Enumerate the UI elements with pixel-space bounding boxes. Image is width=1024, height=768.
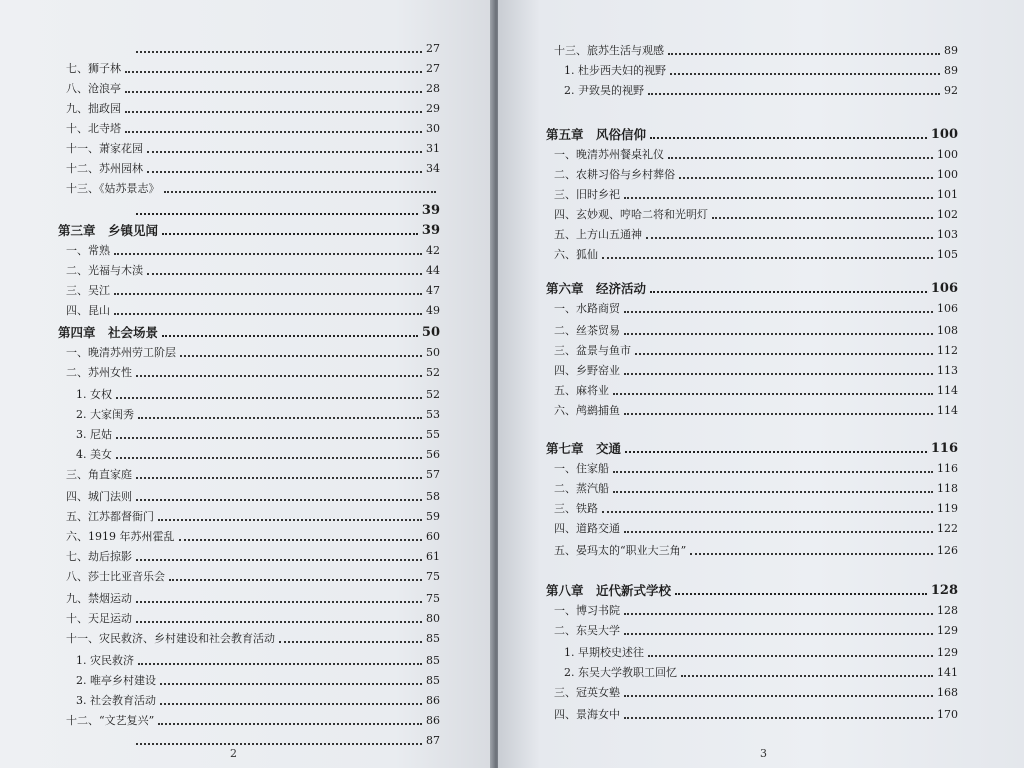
toc-page-number: 27 bbox=[426, 62, 440, 75]
toc-entry-label: 一、水路商贸 bbox=[554, 302, 620, 315]
toc-page-number: 60 bbox=[426, 530, 440, 543]
toc-page-number: 50 bbox=[426, 346, 440, 359]
toc-page-number: 114 bbox=[937, 384, 958, 397]
toc-entry bbox=[564, 78, 958, 98]
toc-entry bbox=[76, 382, 440, 402]
dot-leader bbox=[162, 233, 418, 235]
toc-entry bbox=[76, 688, 440, 708]
dot-leader bbox=[114, 253, 422, 255]
dot-leader bbox=[114, 293, 422, 295]
toc-chapter-entry bbox=[546, 276, 958, 296]
toc-page-number: 119 bbox=[937, 502, 958, 515]
toc-page-number: 52 bbox=[426, 366, 440, 379]
dot-leader bbox=[136, 743, 422, 745]
toc-page-number: 55 bbox=[426, 428, 440, 441]
toc-entry bbox=[66, 708, 440, 728]
dot-leader bbox=[116, 397, 422, 399]
toc-entry-label: 四、玄妙观、哼哈二将和光明灯 bbox=[554, 208, 708, 221]
toc-page-number: 28 bbox=[426, 82, 440, 95]
toc-entry-label: 十、北寺塔 bbox=[66, 122, 121, 135]
toc-page-number: 50 bbox=[421, 325, 440, 340]
toc-entry bbox=[554, 496, 958, 516]
toc-entry bbox=[66, 544, 440, 564]
toc-entry bbox=[554, 702, 958, 722]
dot-leader bbox=[125, 111, 422, 113]
toc-entry bbox=[554, 398, 958, 418]
toc-entry bbox=[554, 318, 958, 338]
toc-page-number: 30 bbox=[426, 122, 440, 135]
toc-entry-label: 五、麻将业 bbox=[554, 384, 609, 397]
dot-leader bbox=[164, 191, 437, 193]
dot-leader bbox=[602, 511, 933, 513]
dot-leader bbox=[648, 93, 940, 95]
toc-page-number: 42 bbox=[426, 244, 440, 257]
toc-entry bbox=[564, 660, 958, 680]
dot-leader bbox=[690, 553, 933, 555]
toc-entry-label: 二、光福与木渎 bbox=[66, 264, 143, 277]
dot-leader bbox=[116, 457, 422, 459]
dot-leader bbox=[613, 471, 933, 473]
dot-leader bbox=[279, 641, 422, 643]
toc-entry bbox=[554, 476, 958, 496]
toc-entry-label: 五、晏玛太的“职业大三角” bbox=[554, 544, 687, 557]
dot-leader bbox=[136, 601, 422, 603]
toc-entry-label: 二、农耕习俗与乡村葬俗 bbox=[554, 168, 675, 181]
toc-entry bbox=[76, 648, 440, 668]
toc-entry-label: 二、丝茶贸易 bbox=[554, 324, 620, 337]
toc-entry-label: 1. 灾民救济 bbox=[76, 654, 134, 667]
dot-leader bbox=[138, 663, 422, 665]
toc-page-number: 86 bbox=[426, 694, 440, 707]
toc-entry bbox=[66, 278, 440, 298]
dot-leader bbox=[116, 437, 422, 439]
dot-leader bbox=[613, 393, 933, 395]
toc-entry-label: 第六章 经济活动 bbox=[546, 281, 647, 296]
dot-leader bbox=[624, 717, 933, 719]
toc-entry-label: 2. 唯亭乡村建设 bbox=[76, 674, 156, 687]
toc-entry bbox=[66, 136, 440, 156]
toc-entry bbox=[564, 640, 958, 660]
toc-page-number: 89 bbox=[944, 64, 958, 77]
toc-entry-label: 四、乡野窑业 bbox=[554, 364, 620, 377]
toc-entry-label: 1. 杜步西夫妇的视野 bbox=[564, 64, 666, 77]
toc-entry-label: 八、沧浪亭 bbox=[66, 82, 121, 95]
right-page-number: 3 bbox=[760, 747, 767, 760]
toc-entry bbox=[66, 96, 440, 116]
toc-entry-label: 七、狮子林 bbox=[66, 62, 121, 75]
toc-entry-label: 4. 美女 bbox=[76, 448, 112, 461]
toc-page-number: 49 bbox=[426, 304, 440, 317]
right-page bbox=[498, 0, 1024, 768]
toc-page-number: 101 bbox=[937, 188, 958, 201]
toc-page-number: 56 bbox=[426, 448, 440, 461]
toc-chapter-entry bbox=[136, 198, 440, 218]
dot-leader bbox=[147, 171, 422, 173]
dot-leader bbox=[624, 311, 933, 313]
dot-leader bbox=[650, 137, 927, 139]
dot-leader bbox=[125, 91, 422, 93]
toc-entry bbox=[66, 462, 440, 482]
toc-entry bbox=[66, 176, 440, 196]
toc-page-number: 168 bbox=[937, 686, 958, 699]
toc-entry-label: 二、苏州女性 bbox=[66, 366, 132, 379]
toc-entry bbox=[66, 504, 440, 524]
toc-entry-label: 三、冠英女塾 bbox=[554, 686, 620, 699]
toc-page-number: 59 bbox=[426, 510, 440, 523]
dot-leader bbox=[136, 559, 422, 561]
toc-entry-label: 十三、旅苏生活与观感 bbox=[554, 44, 664, 57]
dot-leader bbox=[625, 451, 927, 453]
toc-entry bbox=[66, 360, 440, 380]
dot-leader bbox=[668, 157, 933, 159]
toc-entry-label: 八、莎士比亚音乐会 bbox=[66, 570, 165, 583]
toc-chapter-entry bbox=[546, 578, 958, 598]
dot-leader bbox=[624, 633, 933, 635]
toc-page-number: 100 bbox=[930, 127, 958, 142]
toc-entry-label: 1. 女权 bbox=[76, 388, 112, 401]
dot-leader bbox=[179, 539, 423, 541]
toc-entry bbox=[76, 402, 440, 422]
toc-chapter-entry bbox=[546, 122, 958, 142]
dot-leader bbox=[169, 579, 422, 581]
toc-entry-label: 十二、“文艺复兴” bbox=[66, 714, 155, 727]
toc-entry-label: 九、禁烟运动 bbox=[66, 592, 132, 605]
toc-page-number: 116 bbox=[930, 441, 958, 456]
toc-entry bbox=[66, 606, 440, 626]
toc-entry bbox=[136, 36, 440, 56]
toc-entry bbox=[66, 564, 440, 584]
toc-entry bbox=[554, 516, 958, 536]
toc-entry-label: 三、吴江 bbox=[66, 284, 110, 297]
toc-entry bbox=[66, 484, 440, 504]
toc-entry-label: 2. 尹致昊的视野 bbox=[564, 84, 644, 97]
toc-chapter-entry bbox=[546, 436, 958, 456]
toc-page-number: 75 bbox=[426, 570, 440, 583]
toc-page-number: 105 bbox=[937, 248, 958, 261]
dot-leader bbox=[160, 703, 422, 705]
toc-entry-label: 七、劫后掠影 bbox=[66, 550, 132, 563]
toc-entry-label: 十三、《姑苏景志》 bbox=[66, 182, 160, 195]
toc-page-number: 102 bbox=[937, 208, 958, 221]
toc-entry bbox=[554, 182, 958, 202]
toc-entry bbox=[554, 598, 958, 618]
toc-entry-label: 第七章 交通 bbox=[546, 441, 622, 456]
dot-leader bbox=[136, 375, 422, 377]
toc-entry bbox=[66, 524, 440, 544]
toc-entry bbox=[554, 38, 958, 58]
toc-entry-label: 一、住家船 bbox=[554, 462, 609, 475]
toc-entry-label: 第三章 乡镇见闻 bbox=[58, 223, 159, 238]
toc-entry-label: 第八章 近代新式学校 bbox=[546, 583, 672, 598]
toc-entry-label: 2. 东吴大学教职工回忆 bbox=[564, 666, 677, 679]
dot-leader bbox=[136, 213, 418, 215]
dot-leader bbox=[147, 273, 422, 275]
toc-entry-label: 1. 早期校史述往 bbox=[564, 646, 644, 659]
toc-entry bbox=[66, 238, 440, 258]
toc-entry-label: 3. 尼姑 bbox=[76, 428, 112, 441]
toc-entry-label: 四、景海女中 bbox=[554, 708, 620, 721]
toc-page-number: 57 bbox=[426, 468, 440, 481]
dot-leader bbox=[136, 499, 422, 501]
dot-leader bbox=[650, 291, 927, 293]
toc-entry bbox=[564, 58, 958, 78]
dot-leader bbox=[180, 355, 422, 357]
dot-leader bbox=[160, 683, 422, 685]
toc-entry bbox=[66, 586, 440, 606]
toc-page-number: 85 bbox=[426, 632, 440, 645]
toc-entry-label: 四、昆山 bbox=[66, 304, 110, 317]
toc-entry bbox=[66, 76, 440, 96]
toc-page-number: 61 bbox=[426, 550, 440, 563]
right-toc-list bbox=[498, 0, 1024, 768]
left-page bbox=[0, 0, 494, 768]
toc-chapter-entry bbox=[58, 320, 440, 340]
toc-entry-label: 一、博习书院 bbox=[554, 604, 620, 617]
toc-entry-label: 十、天足运动 bbox=[66, 612, 132, 625]
toc-page-number: 85 bbox=[426, 654, 440, 667]
toc-entry-label: 九、拙政园 bbox=[66, 102, 121, 115]
toc-page-number: 170 bbox=[937, 708, 958, 721]
toc-entry-label: 六、狐仙 bbox=[554, 248, 598, 261]
toc-entry-label: 一、常熟 bbox=[66, 244, 110, 257]
toc-entry bbox=[66, 258, 440, 278]
toc-page-number: 27 bbox=[426, 42, 440, 55]
dot-leader bbox=[624, 613, 933, 615]
dot-leader bbox=[114, 313, 422, 315]
toc-entry-label: 十一、萧家花园 bbox=[66, 142, 143, 155]
dot-leader bbox=[670, 73, 940, 75]
toc-entry bbox=[554, 222, 958, 242]
dot-leader bbox=[675, 593, 927, 595]
toc-entry-label: 十一、灾民救济、乡村建设和社会教育活动 bbox=[66, 632, 275, 645]
toc-entry bbox=[554, 456, 958, 476]
toc-page-number: 129 bbox=[937, 646, 958, 659]
toc-entry bbox=[554, 618, 958, 638]
toc-entry-label: 3. 社会教育活动 bbox=[76, 694, 156, 707]
toc-page-number: 116 bbox=[937, 462, 958, 475]
toc-page-number: 129 bbox=[937, 624, 958, 637]
toc-page-number: 103 bbox=[937, 228, 958, 241]
left-page-number: 2 bbox=[230, 747, 237, 760]
toc-entry-label: 十二、苏州园林 bbox=[66, 162, 143, 175]
toc-page-number: 53 bbox=[426, 408, 440, 421]
toc-entry bbox=[66, 116, 440, 136]
toc-page-number: 87 bbox=[426, 734, 440, 747]
dot-leader bbox=[158, 723, 422, 725]
toc-page-number: 106 bbox=[930, 281, 958, 296]
toc-page-number: 47 bbox=[426, 284, 440, 297]
toc-entry-label: 2. 大家闺秀 bbox=[76, 408, 134, 421]
toc-entry bbox=[554, 296, 958, 316]
dot-leader bbox=[679, 177, 933, 179]
toc-entry-label: 六、1919 年苏州霍乱 bbox=[66, 530, 175, 543]
toc-entry bbox=[66, 626, 440, 646]
toc-entry-label: 五、江苏都督衙门 bbox=[66, 510, 154, 523]
toc-page-number: 126 bbox=[937, 544, 958, 557]
dot-leader bbox=[158, 519, 422, 521]
toc-entry bbox=[554, 378, 958, 398]
toc-page-number: 52 bbox=[426, 388, 440, 401]
toc-entry bbox=[554, 142, 958, 162]
toc-page-number: 39 bbox=[421, 203, 440, 218]
toc-entry bbox=[66, 156, 440, 176]
dot-leader bbox=[635, 353, 933, 355]
dot-leader bbox=[138, 417, 422, 419]
toc-entry-label: 六、鸬鹚捕鱼 bbox=[554, 404, 620, 417]
toc-page-number: 128 bbox=[930, 583, 958, 598]
toc-page-number: 106 bbox=[937, 302, 958, 315]
toc-entry bbox=[66, 298, 440, 318]
dot-leader bbox=[648, 655, 933, 657]
toc-page-number: 85 bbox=[426, 674, 440, 687]
dot-leader bbox=[624, 373, 933, 375]
dot-leader bbox=[624, 197, 933, 199]
dot-leader bbox=[624, 695, 933, 697]
toc-entry-label: 一、晚清苏州餐桌礼仪 bbox=[554, 148, 664, 161]
toc-entry-label: 三、盆景与鱼市 bbox=[554, 344, 631, 357]
dot-leader bbox=[136, 477, 422, 479]
dot-leader bbox=[624, 531, 933, 533]
toc-entry bbox=[76, 442, 440, 462]
toc-page-number: 86 bbox=[426, 714, 440, 727]
toc-entry-label: 四、道路交通 bbox=[554, 522, 620, 535]
toc-entry bbox=[66, 340, 440, 360]
toc-entry bbox=[554, 242, 958, 262]
toc-entry-label: 五、上方山五通神 bbox=[554, 228, 642, 241]
toc-entry bbox=[554, 538, 958, 558]
toc-page-number: 100 bbox=[937, 168, 958, 181]
toc-page-number: 92 bbox=[944, 84, 958, 97]
toc-page-number: 114 bbox=[937, 404, 958, 417]
toc-page-number: 112 bbox=[937, 344, 958, 357]
toc-entry bbox=[76, 668, 440, 688]
dot-leader bbox=[681, 675, 933, 677]
dot-leader bbox=[602, 257, 933, 259]
toc-page-number: 122 bbox=[937, 522, 958, 535]
toc-page-number: 113 bbox=[937, 364, 958, 377]
toc-page-number: 34 bbox=[426, 162, 440, 175]
toc-page-number: 100 bbox=[937, 148, 958, 161]
toc-entry-label: 四、城门法则 bbox=[66, 490, 132, 503]
toc-entry bbox=[76, 422, 440, 442]
toc-entry bbox=[554, 202, 958, 222]
dot-leader bbox=[136, 51, 422, 53]
toc-entry-label: 第五章 风俗信仰 bbox=[546, 127, 647, 142]
dot-leader bbox=[147, 151, 422, 153]
toc-page-number: 141 bbox=[937, 666, 958, 679]
dot-leader bbox=[624, 413, 933, 415]
toc-page-number: 44 bbox=[426, 264, 440, 277]
toc-entry-label: 二、东吴大学 bbox=[554, 624, 620, 637]
dot-leader bbox=[125, 131, 422, 133]
dot-leader bbox=[646, 237, 933, 239]
toc-entry bbox=[554, 358, 958, 378]
left-toc-list bbox=[0, 0, 494, 768]
dot-leader bbox=[136, 621, 422, 623]
dot-leader bbox=[712, 217, 933, 219]
dot-leader bbox=[668, 53, 940, 55]
toc-page-number: 128 bbox=[937, 604, 958, 617]
toc-page-number: 118 bbox=[937, 482, 958, 495]
dot-leader bbox=[125, 71, 422, 73]
toc-entry bbox=[554, 338, 958, 358]
toc-page-number: 31 bbox=[426, 142, 440, 155]
toc-entry-label: 二、蒸汽船 bbox=[554, 482, 609, 495]
toc-entry-label: 三、旧时乡祀 bbox=[554, 188, 620, 201]
toc-entry-label: 三、角直家庭 bbox=[66, 468, 132, 481]
dot-leader bbox=[613, 491, 933, 493]
toc-entry bbox=[554, 162, 958, 182]
dot-leader bbox=[624, 333, 933, 335]
dot-leader bbox=[162, 335, 418, 337]
toc-page-number: 80 bbox=[426, 612, 440, 625]
toc-page-number: 108 bbox=[937, 324, 958, 337]
toc-page-number: 89 bbox=[944, 44, 958, 57]
toc-entry-label: 第四章 社会场景 bbox=[58, 325, 159, 340]
toc-page-number: 58 bbox=[426, 490, 440, 503]
toc-page-number: 29 bbox=[426, 102, 440, 115]
toc-page-number: 75 bbox=[426, 592, 440, 605]
toc-entry bbox=[66, 56, 440, 76]
toc-entry-label: 一、晚清苏州劳工阶层 bbox=[66, 346, 176, 359]
toc-page-number: 39 bbox=[421, 223, 440, 238]
toc-entry-label: 三、铁路 bbox=[554, 502, 598, 515]
toc-entry bbox=[136, 728, 440, 748]
toc-entry bbox=[554, 680, 958, 700]
toc-chapter-entry bbox=[58, 218, 440, 238]
